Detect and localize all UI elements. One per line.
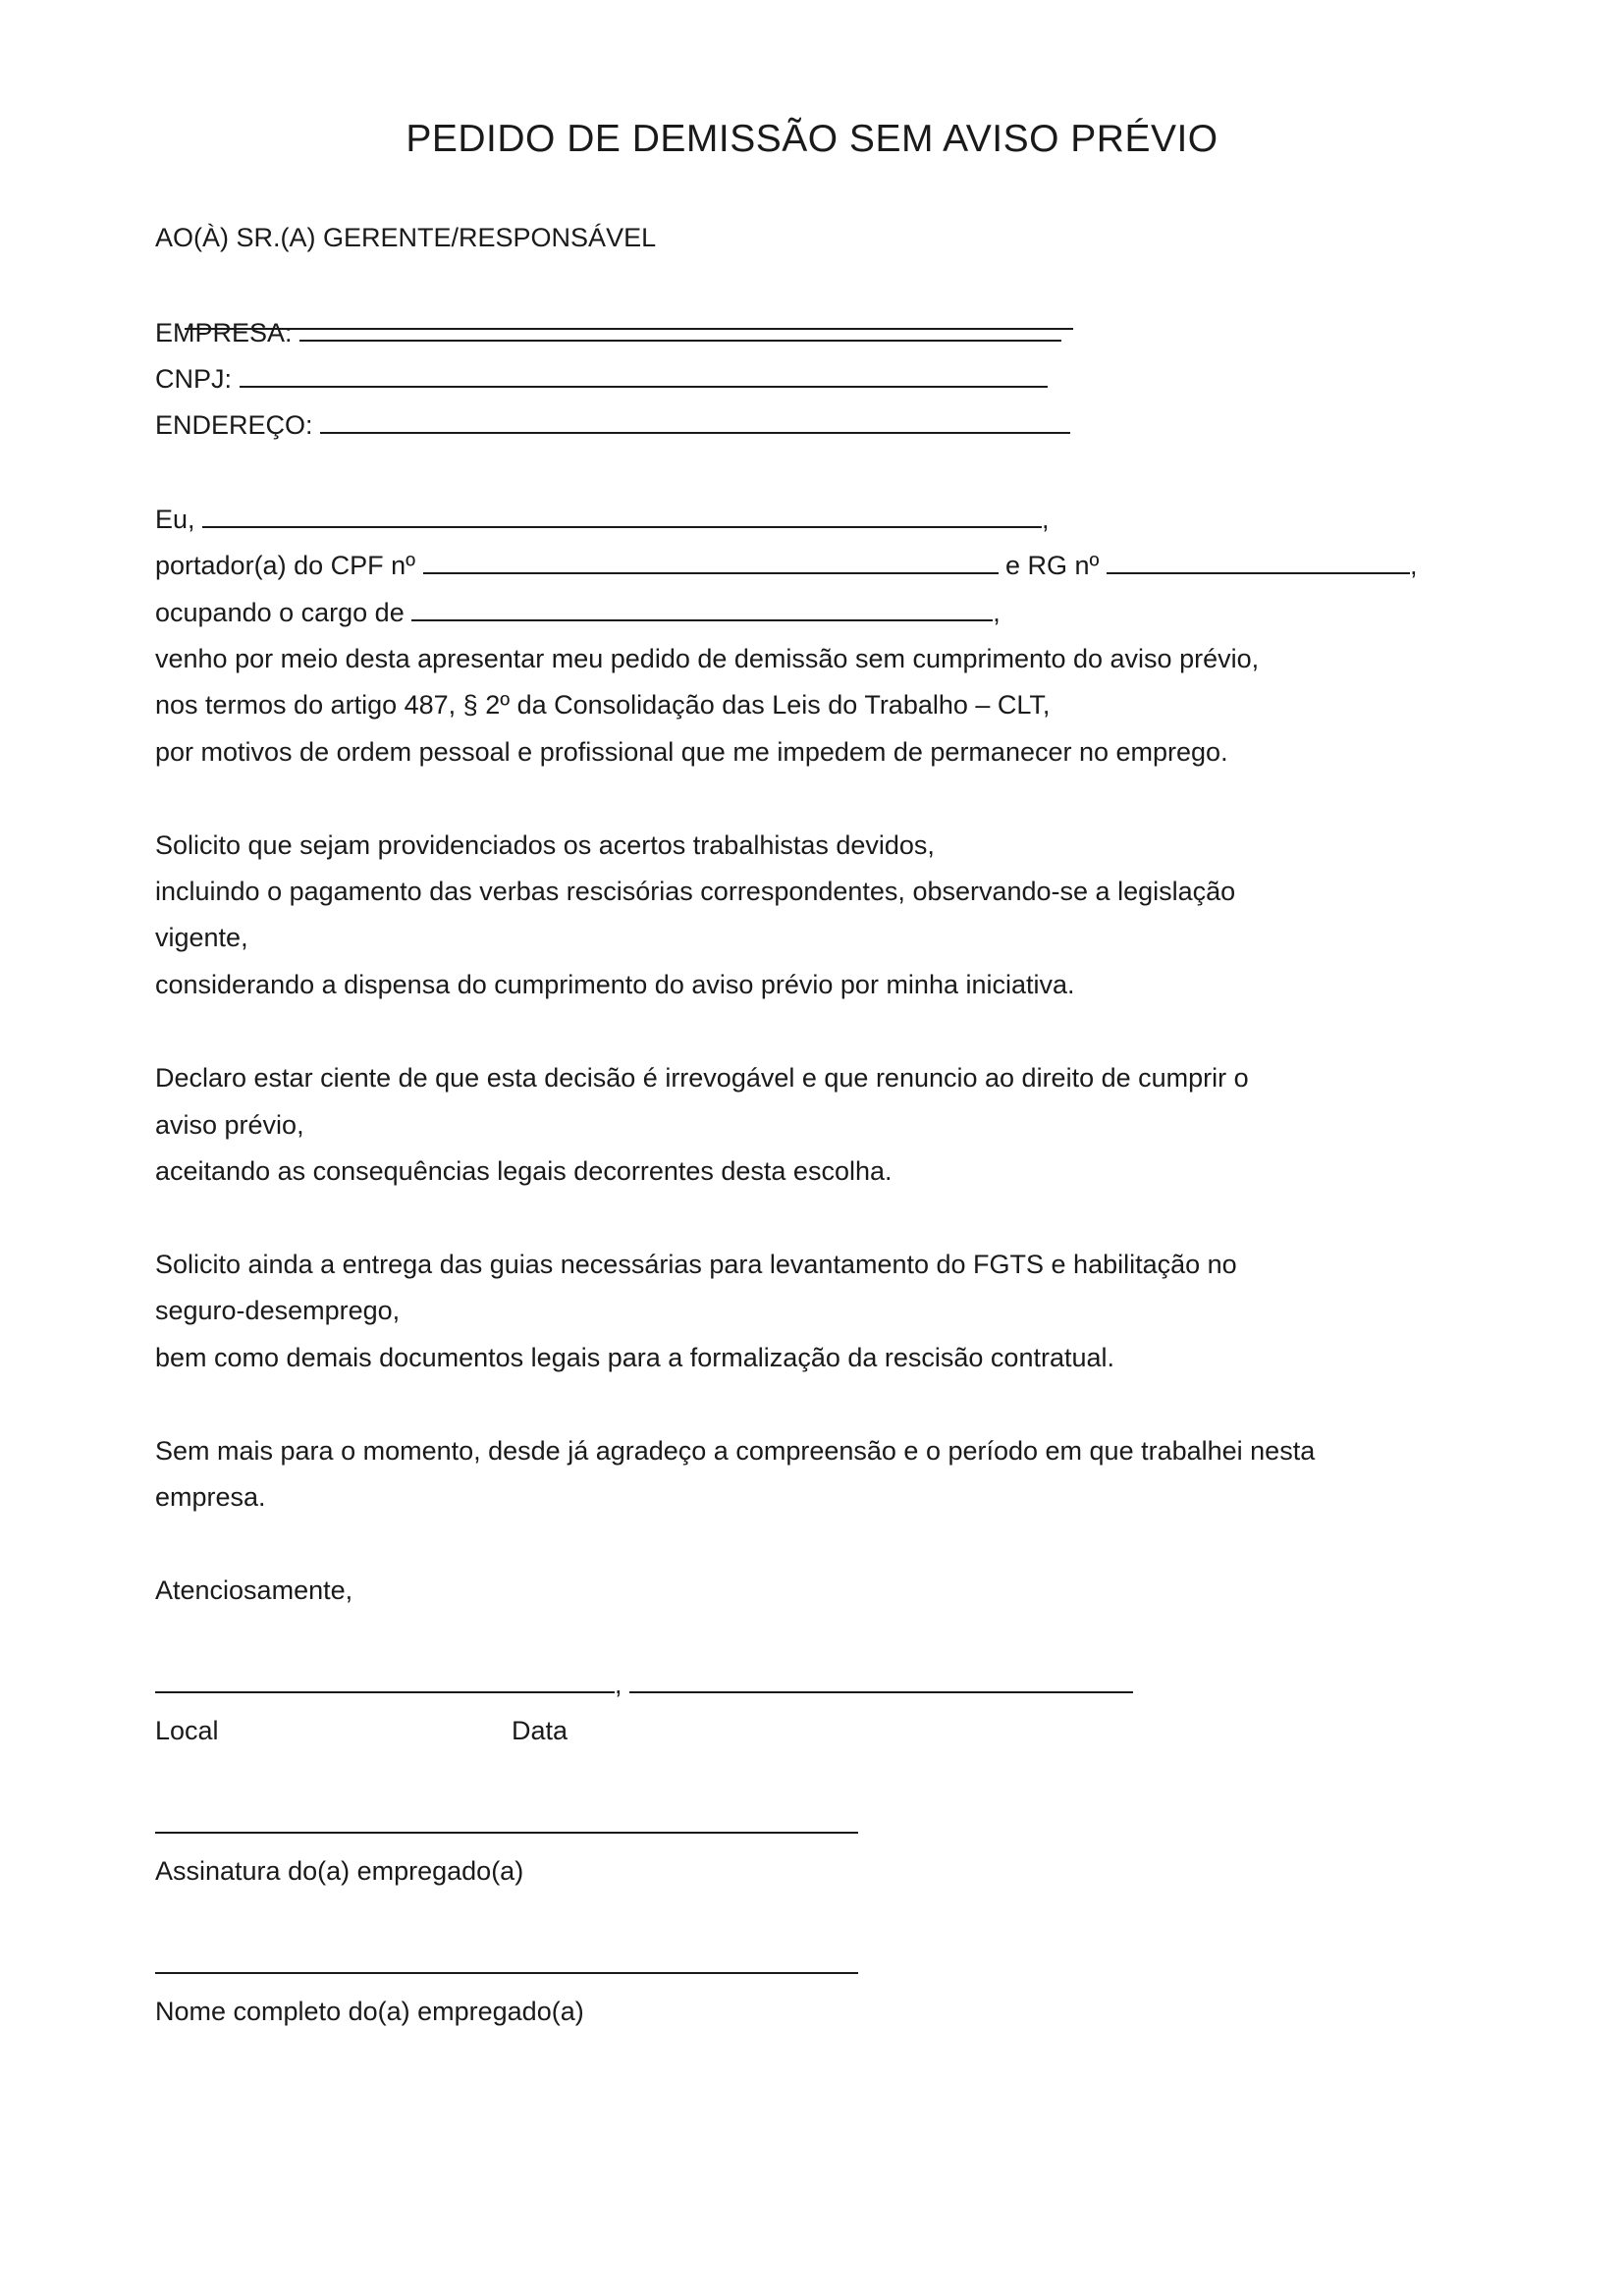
empresa-blank[interactable] [299,314,1061,342]
paragraph-line: vigente, [155,923,248,952]
employee-name-blank[interactable] [202,501,1042,528]
endereco-label: ENDEREÇO: [155,410,313,440]
paragraph-line: Sem mais para o momento, desde já agradeço a compreensão e o período em que trabalhei nesta [155,1436,1316,1466]
cnpj-line [155,360,1048,397]
paragraph-line: Declaro estar ciente de que esta decisão é irrevogável e que renuncio ao direito de cumprir o [155,1063,1249,1093]
paragraph-line: aviso prévio, [155,1110,304,1140]
signature-label: Assinatura do(a) empregado(a) [155,1856,524,1886]
eu-comma: , [1042,505,1050,534]
paragraph-line: bem como demais documentos legais para a formalização da rescisão contratual. [155,1343,1114,1372]
paragraph-line: incluindo o pagamento das verbas rescisórias correspondentes, observando-se a legislação [155,877,1236,906]
cnpj-label: CNPJ: [155,364,233,394]
eu-label: Eu, [155,505,195,534]
empresa-line [155,314,1061,350]
paragraph-line: Solicito que sejam providenciados os acertos trabalhistas devidos, [155,830,935,860]
rg-label: e RG nº [1005,551,1100,580]
cnpj-blank[interactable] [240,360,1048,388]
eu-line [155,501,1050,537]
cargo-blank[interactable] [411,594,993,621]
paragraph-line: por motivos de ordem pessoal e profissional que me impedem de permanecer no emprego. [155,737,1228,767]
empresa-label: EMPRESA: [155,318,293,347]
document-title: PEDIDO DE DEMISSÃO SEM AVISO PRÉVIO [406,118,1218,160]
cpf-blank[interactable] [423,547,999,574]
rg-comma: , [1409,551,1418,580]
local-date-line [155,1666,1133,1702]
full-name-label: Nome completo do(a) empregado(a) [155,1997,584,2026]
cargo-line [155,594,1001,630]
cpf-label: portador(a) do CPF nº [155,551,415,580]
paragraph-line: empresa. [155,1482,266,1512]
signature-blank-line [155,1806,858,1842]
date-blank[interactable] [629,1666,1133,1693]
full-name-blank-line [155,1947,858,1983]
closing-line: Atenciosamente, [155,1575,353,1605]
paragraph-line: aceitando as consequências legais decorrentes desta escolha. [155,1156,893,1186]
cargo-comma: , [993,598,1001,627]
cpf-rg-line [155,547,1417,583]
endereco-blank[interactable] [320,406,1070,434]
paragraph-line: venho por meio desta apresentar meu pedido de demissão sem cumprimento do aviso prévio, [155,644,1260,673]
recipient-line: AO(À) SR.(A) GERENTE/RESPONSÁVEL [155,223,657,252]
paragraph-line: nos termos do artigo 487, § 2º da Consolidação das Leis do Trabalho – CLT, [155,690,1051,720]
paragraph-line: seguro-desemprego, [155,1296,401,1325]
local-blank[interactable] [155,1666,615,1693]
rg-blank[interactable] [1107,547,1410,574]
endereco-line [155,406,1070,443]
paragraph-line: Solicito ainda a entrega das guias necessárias para levantamento do FGTS e habilitação no [155,1250,1237,1279]
signature-blank[interactable] [155,1806,858,1834]
data-label: Data [512,1716,568,1745]
local-label: Local [155,1716,219,1745]
full-name-blank[interactable] [155,1947,858,1974]
paragraph-line: considerando a dispensa do cumprimento do aviso prévio por minha iniciativa. [155,970,1075,999]
local-date-comma: , [615,1670,623,1699]
cargo-label: ocupando o cargo de [155,598,405,627]
